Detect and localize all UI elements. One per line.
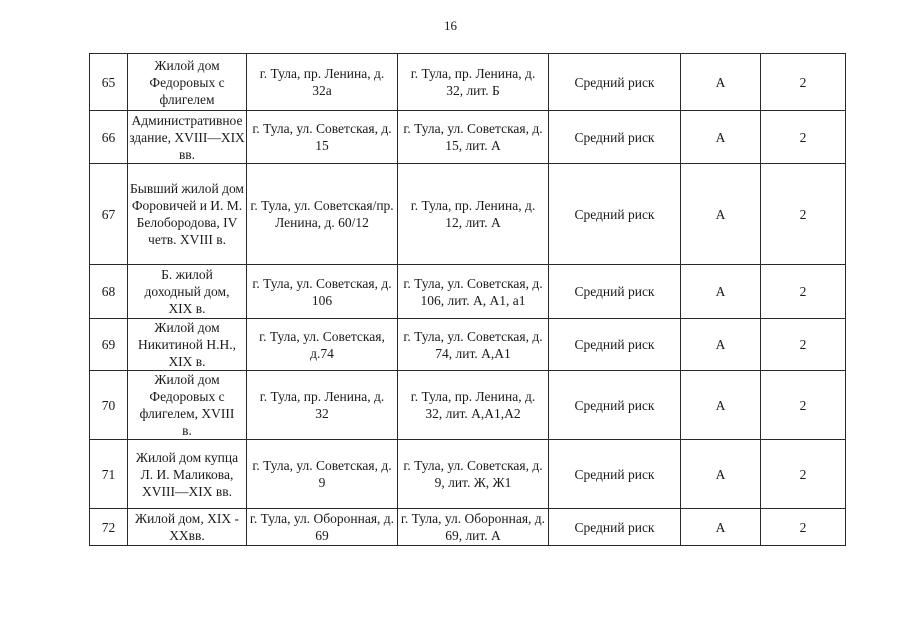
object-name: Бывший жилой дом Форовичей и И. М. Белобородова, IV четв. XVIII в. xyxy=(128,164,247,265)
row-number: 66 xyxy=(90,111,128,164)
row-number: 71 xyxy=(90,440,128,509)
object-address: г. Тула, ул. Советская, д. 15 xyxy=(247,111,398,164)
object-address: г. Тула, ул. Советская, д. 106 xyxy=(247,265,398,319)
object-address-letter: г. Тула, пр. Ленина, д. 32, лит. Б xyxy=(398,54,549,111)
object-address-letter: г. Тула, пр. Ленина, д. 32, лит. А,А1,А2 xyxy=(398,371,549,440)
row-number: 68 xyxy=(90,265,128,319)
object-address: г. Тула, ул. Советская, д. 9 xyxy=(247,440,398,509)
risk-level: Средний риск xyxy=(549,265,681,319)
class: 2 xyxy=(761,164,846,265)
category: А xyxy=(681,371,761,440)
category: А xyxy=(681,54,761,111)
object-name: Б. жилой доходный дом, XIX в. xyxy=(128,265,247,319)
object-name: Жилой дом, XIX - XXвв. xyxy=(128,509,247,546)
category: А xyxy=(681,509,761,546)
table-row xyxy=(90,164,846,265)
row-number: 69 xyxy=(90,319,128,371)
object-name: Жилой дом Федоровых с флигелем xyxy=(128,54,247,111)
risk-level: Средний риск xyxy=(549,509,681,546)
risk-level: Средний риск xyxy=(549,371,681,440)
heritage-objects-table xyxy=(89,53,846,546)
object-name: Жилой дом Никитиной Н.Н., XIX в. xyxy=(128,319,247,371)
category: А xyxy=(681,440,761,509)
class: 2 xyxy=(761,371,846,440)
table-row xyxy=(90,111,846,164)
class: 2 xyxy=(761,54,846,111)
row-number: 72 xyxy=(90,509,128,546)
object-address: г. Тула, ул. Советская, д.74 xyxy=(247,319,398,371)
category: А xyxy=(681,164,761,265)
class: 2 xyxy=(761,265,846,319)
class: 2 xyxy=(761,509,846,546)
object-address: г. Тула, ул. Оборонная, д. 69 xyxy=(247,509,398,546)
object-address: г. Тула, пр. Ленина, д. 32а xyxy=(247,54,398,111)
table-row xyxy=(90,319,846,371)
risk-level: Средний риск xyxy=(549,54,681,111)
row-number: 65 xyxy=(90,54,128,111)
class: 2 xyxy=(761,319,846,371)
class: 2 xyxy=(761,440,846,509)
object-address: г. Тула, пр. Ленина, д. 32 xyxy=(247,371,398,440)
page-number: 16 xyxy=(444,18,457,33)
object-address-letter: г. Тула, пр. Ленина, д. 12, лит. А xyxy=(398,164,549,265)
object-address-letter: г. Тула, ул. Советская, д. 74, лит. А,А1 xyxy=(398,319,549,371)
object-address: г. Тула, ул. Советская/пр. Ленина, д. 60/12 xyxy=(247,164,398,265)
table-row xyxy=(90,509,846,546)
class: 2 xyxy=(761,111,846,164)
object-name: Административное здание, XVIII—XIX вв. xyxy=(129,112,245,162)
object-address-letter: г. Тула, ул. Советская, д. 9, лит. Ж, Ж1 xyxy=(398,440,549,509)
table-row xyxy=(90,265,846,319)
object-address-letter: г. Тула, ул. Советская, д. 15, лит. А xyxy=(398,111,549,164)
object-address-letter: г. Тула, ул. Советская, д. 106, лит. А, А1, а1 xyxy=(398,265,549,319)
table-row xyxy=(90,54,846,111)
risk-level: Средний риск xyxy=(549,440,681,509)
risk-level: Средний риск xyxy=(549,164,681,265)
category: А xyxy=(681,319,761,371)
object-address-letter: г. Тула, ул. Оборонная, д. 69, лит. А xyxy=(398,509,549,546)
row-number: 67 xyxy=(90,164,128,265)
risk-level: Средний риск xyxy=(549,319,681,371)
object-name: Жилой дом Федоровых с флигелем, XVIII в. xyxy=(128,371,247,440)
table-row xyxy=(90,371,846,440)
category: А xyxy=(681,265,761,319)
row-number: 70 xyxy=(90,371,128,440)
object-name: Жилой дом купца Л. И. Маликова, XVIII—XIX вв. xyxy=(128,440,247,509)
risk-level: Средний риск xyxy=(549,111,681,164)
table-row xyxy=(90,440,846,509)
category: А xyxy=(681,111,761,164)
